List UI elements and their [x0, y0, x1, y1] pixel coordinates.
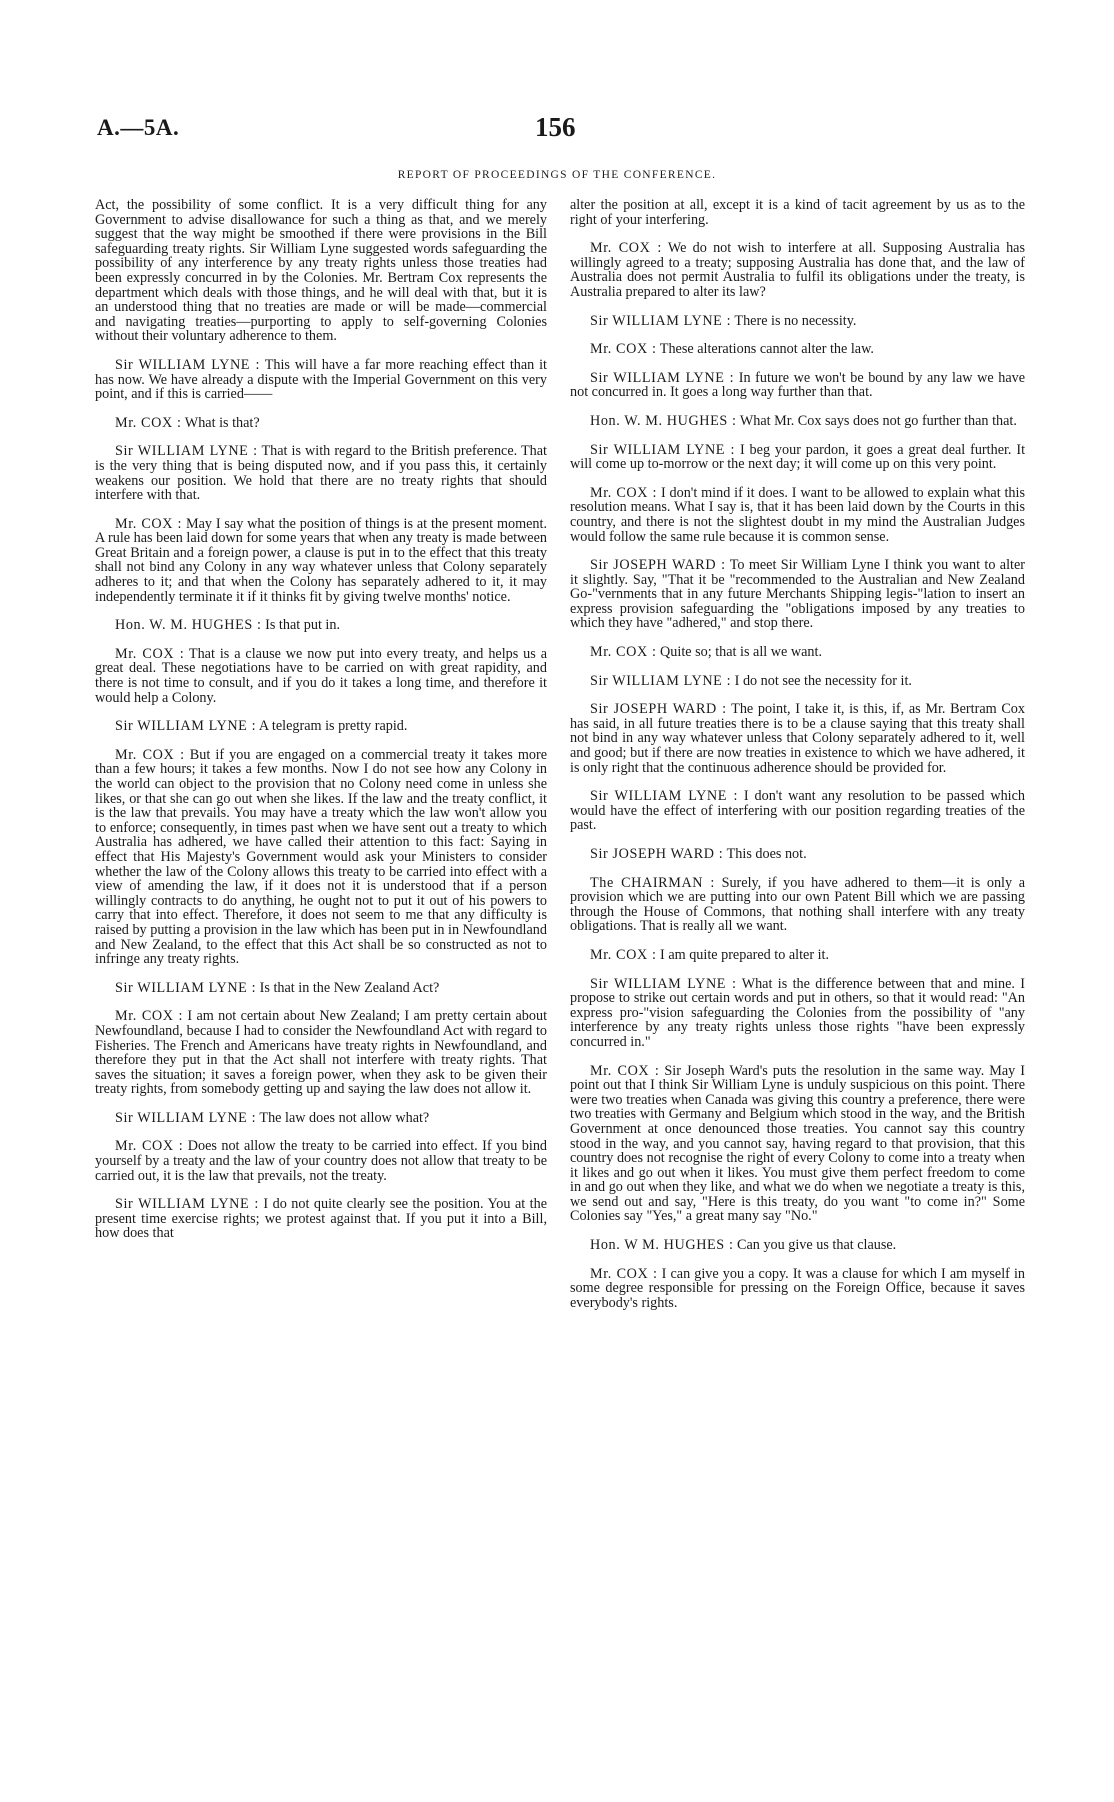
speech-text: That is a clause we now put into every treaty, and helps us a great deal. These negotiations have to be carried on with great rapidity, and there is not time to consult, and if you do it takes a long time, and therefore it would help a Colony. — [95, 645, 548, 706]
speaker-name: Sir WILLIAM LYNE : — [115, 443, 258, 460]
speaker-name: Mr. COX : — [590, 1062, 660, 1079]
running-title: REPORT OF PROCEEDINGS OF THE CONFERENCE. — [397, 169, 717, 181]
speech-paragraph — [95, 1197, 547, 1241]
speech-paragraph — [95, 618, 547, 633]
speech-paragraph — [570, 558, 1025, 631]
speaker-name: Mr. COX : — [590, 1265, 658, 1282]
speech-text: I don't want any resolution to be passed which would have the effect of interfering with our position regarding treaties of the past. — [570, 788, 1026, 834]
speech-text: Can you give us that clause. — [737, 1237, 897, 1254]
speech-paragraph — [570, 241, 1025, 299]
speaker-name: Sir WILLIAM LYNE : — [115, 979, 257, 996]
speech-paragraph — [95, 358, 547, 402]
speech-paragraph — [95, 1009, 547, 1097]
speech-paragraph — [95, 444, 547, 502]
speaker-name: Sir WILLIAM LYNE : — [590, 312, 732, 329]
speaker-name: Mr. COX : — [115, 746, 185, 763]
speech-text: That is with regard to the British preference. That is the very thing that is being disputed now, and if you pass this, it certainly weakens our position. We hold that there are no treaty rights that should interfere with that. — [95, 443, 547, 504]
speaker-name: Mr. COX : — [115, 414, 182, 431]
speech-paragraph — [570, 645, 1025, 660]
speech-paragraph — [570, 198, 1025, 227]
speaker-name: Sir WILLIAM LYNE : — [590, 441, 736, 458]
speech-text: Surely, if you have adhered to them—it is only a provision which we are putting into our own Patent Bill which we are passing through the House of Commons, that nothing shall interfere with any treaty obligations. That is really all we want. — [570, 874, 1026, 935]
speaker-name: Mr. COX : — [115, 1138, 184, 1155]
speaker-name: Sir WILLIAM LYNE : — [590, 788, 739, 805]
speech-paragraph — [570, 702, 1025, 775]
speech-paragraph — [570, 977, 1025, 1050]
speaker-name: Mr. COX : — [115, 515, 183, 532]
speech-text: Act, the possibility of some conflict. It is a very difficult thing for any Government to advise disallowance for such a thing as that, and we merely suggest that the way might be smoothed if there were provisions in the Bill safeguarding treaty rights. Sir William Lyne suggested words safeguarding the possibility of any interference by any treaty rights unless those treaties had been expressly concurred in by the Colonies. Mr. Bertram Cox represents the department which deals with those things, and he will deal with that, but it is an understood thing that no treaties are made or will be made—commercial and navigating treaties—purporting to apply to self-governing Colonies without their voluntary adherence to them. — [95, 197, 547, 345]
speech-text: I am not certain about New Zealand; I am pretty certain about Newfoundland, because I had to consider the Newfoundland Act with regard to Fisheries. The French and Americans have treaty rights in Newfoundland, and therefore they put in that the Act shall not interfere with treaty rights. That saves the situation; it saves a foreign power, when they ask to be given their treaty rights, from somebody getting up and saying the law does not allow it. — [95, 1008, 548, 1098]
speech-text: I beg your pardon, it goes a great deal further. It will come up to-morrow or the next day; it will come up on this very point. — [570, 441, 1026, 473]
speaker-name: The CHAIRMAN : — [590, 874, 715, 891]
speech-paragraph — [95, 981, 547, 996]
speech-paragraph — [95, 517, 547, 605]
speech-paragraph — [570, 414, 1025, 429]
speaker-name: Sir JOSEPH WARD : — [590, 701, 727, 718]
speech-text: I am quite prepared to alter it. — [660, 946, 830, 963]
speech-paragraph — [95, 748, 547, 967]
speech-paragraph — [570, 876, 1025, 934]
speaker-name: Sir WILLIAM LYNE : — [115, 1109, 257, 1126]
speaker-name: Sir WILLIAM LYNE : — [115, 1196, 259, 1213]
speaker-name: Sir WILLIAM LYNE : — [590, 672, 732, 689]
speech-text: I don't mind if it does. I want to be allowed to explain what this resolution means. What I say is, that it has been laid down by the Courts in this country, and there is not the slightest doubt in my mind the Australian Judges would follow the same rule because it is common sense. — [570, 484, 1025, 545]
speech-text: Does not allow the treaty to be carried into effect. If you bind yourself by a treaty and the law of your country does not allow that treaty to be carried out, it is the law that prevails, not the treaty. — [95, 1138, 548, 1184]
speaker-name: Hon. W M. HUGHES : — [590, 1237, 734, 1254]
speech-paragraph — [570, 789, 1025, 833]
speech-text: Is that in the New Zealand Act? — [259, 979, 440, 996]
speaker-name: Mr. COX : — [115, 1008, 184, 1025]
speaker-name: Sir WILLIAM LYNE : — [590, 975, 737, 992]
speaker-name: Mr. COX : — [590, 644, 657, 661]
speech-paragraph — [570, 674, 1025, 689]
speech-text: These alterations cannot alter the law. — [659, 341, 874, 358]
speaker-name: Sir WILLIAM LYNE : — [590, 369, 735, 386]
right-column — [570, 198, 1025, 1324]
speech-text: This will have a far more reaching effect than it has now. We have already a dispute with the Imperial Government on this very point, and if this is carried—— — [95, 356, 547, 403]
speech-paragraph — [95, 1139, 547, 1183]
document-reference: A.—5A. — [97, 115, 180, 140]
speaker-name: Sir WILLIAM LYNE : — [115, 356, 261, 373]
speech-text: May I say what the position of things is at the present moment. A rule has been laid down for some years that when any treaty is made between Great Britain and a foreign power, a clause is put in to the effect that this treaty shall not bind any Colony in any way whatever unless that Colony separately adheres to it; and that when the Colony has separately adhered to it, it may independently terminate it if it thinks fit by giving twelve months' notice. — [95, 515, 548, 605]
speech-text: alter the position at all, except it is a kind of tacit agreement by us as to the right of your interfering. — [570, 197, 1025, 228]
speech-paragraph — [570, 371, 1025, 400]
speech-text: I can give you a copy. It was a clause for which I am myself in some degree responsible for pressing on the Foreign Office, because it saves everybody's rights. — [570, 1265, 1025, 1311]
speech-paragraph — [570, 948, 1025, 963]
speech-paragraph — [95, 1111, 547, 1126]
speech-text: What is that? — [184, 414, 260, 431]
speaker-name: Hon. W. M. HUGHES : — [590, 412, 737, 429]
speech-paragraph — [570, 1238, 1025, 1253]
speech-paragraph — [570, 847, 1025, 862]
speech-paragraph — [95, 719, 547, 734]
speech-text: We do not wish to interfere at all. Supposing Australia has willingly agreed to a treaty; supposing Australia has done that, and the law of Australia does not permit Australia to fulfil its obligations under the treaty, is Australia prepared to alter its law? — [570, 240, 1025, 300]
speech-paragraph — [570, 486, 1025, 544]
page-header — [0, 0, 1114, 200]
speech-paragraph — [570, 342, 1025, 357]
left-column — [95, 198, 547, 1255]
speaker-name: Mr. COX : — [115, 645, 185, 662]
speech-text: There is no necessity. — [734, 312, 857, 329]
speech-paragraph — [570, 1064, 1025, 1225]
speaker-name: Sir JOSEPH WARD : — [590, 846, 724, 862]
speech-text: I do not see the necessity for it. — [734, 672, 912, 689]
speech-text: Sir Joseph Ward's puts the resolution in the same way. May I point out that I think Sir William Lyne is unduly suspicious on this point. There were two treaties when Canada was giving this country a preference, there were two treaties with Germany and Belgium which stood in the way, and the British Government at once denounced those treaties. You cannot say this country stood in the way, and you cannot say, having regard to that provision, that this country does not recognise the right of every Colony to come into a treaty when it likes and go out when it likes. You must give them perfect freedom to come in and go out when they like, and what we do when we negotiate a treaty is this, we send out and say, "Here is this treaty, do you want "to come in?" Some Colonies say "Yes," a great many say "No." — [570, 1062, 1025, 1225]
page-number: 156 — [535, 112, 576, 142]
speaker-name: Mr. COX : — [590, 946, 657, 963]
speech-paragraph — [95, 647, 547, 705]
speech-text: But if you are engaged on a commercial treaty it takes more than a few hours; it takes a few months. Now I do not see how any Colony in the world can object to the provision that no Colony need come in unless she likes, or that she can go out when she likes. If the law and the treaty conflict, it is the law that prevails. You may have a treaty which the law won't allow you to enforce; consequently, in times past when we have sent out a treaty to which Australia has adhered, we have called their attention to this fact: Saying in effect that His Majesty's Government would ask your Ministers to consider whether the law of the Colony allows this treaty to be carried into effect with a view of amending the law, if it does not it is understood that if a person willingly contracts to do anything, he ought not to put it out of his powers to carry that into effect. Therefore, it does not seem to me that any difficulty is raised by putting a provision in the law which has been put in in Newfoundland and New Zealand, to the effect that this Act shall be so constructed as not to infringe any treaty rights. — [95, 746, 548, 968]
speech-text: What is the difference between that and mine. I propose to strike out certain words and put in others, so that it would read: "An express pro-"vision safeguarding the Colonies from the possibility of "any interference by any treaty rights unless those rights "have been expressly concurred in." — [570, 975, 1026, 1050]
speaker-name: Mr. COX : — [590, 341, 657, 358]
speaker-name: Sir JOSEPH WARD : — [590, 557, 726, 574]
speech-paragraph — [570, 1267, 1025, 1311]
speech-text: A telegram is pretty rapid. — [258, 718, 408, 735]
speech-paragraph — [570, 443, 1025, 472]
speech-text: What Mr. Cox says does not go further than that. — [739, 412, 1017, 429]
speaker-name: Mr. COX : — [590, 240, 662, 257]
speech-text: This does not. — [726, 846, 807, 862]
speech-text: In future we won't be bound by any law we have not concurred in. It goes a long way further than that. — [570, 369, 1026, 401]
speech-paragraph — [95, 198, 547, 344]
speech-text: I do not quite clearly see the position. You at the present time exercise rights; we protest against that. If you put it into a Bill, how does that — [95, 1196, 547, 1242]
speaker-name: Sir WILLIAM LYNE : — [115, 718, 257, 735]
speech-text: To meet Sir William Lyne I think you want to alter it slightly. Say, "That it be "recommended to the Australian and New Zealand Go-"vernments that in any future Merchants Shipping legis-"lation to insert an express provision safeguarding the "obligations imposed by any treaties to which they have "adhered," and stop there. — [570, 557, 1025, 632]
speech-text: The point, I take it, is this, if, as Mr. Bertram Cox has said, in all future treaties there is to be a clause saying that this treaty shall not bind in any way whatever unless that Colony separately adhered to it, well and good; but if there are now treaties in existence to which we have adhered, it is only right that the continuous adherence should be provided for. — [570, 701, 1025, 776]
speech-paragraph — [570, 314, 1025, 329]
speech-text: Is that put in. — [265, 617, 341, 634]
speaker-name: Hon. W. M. HUGHES : — [115, 617, 262, 634]
speech-paragraph — [95, 416, 547, 431]
speaker-name: Mr. COX : — [590, 484, 658, 501]
speech-text: Quite so; that is all we want. — [660, 644, 822, 661]
speech-text: The law does not allow what? — [259, 1109, 430, 1126]
